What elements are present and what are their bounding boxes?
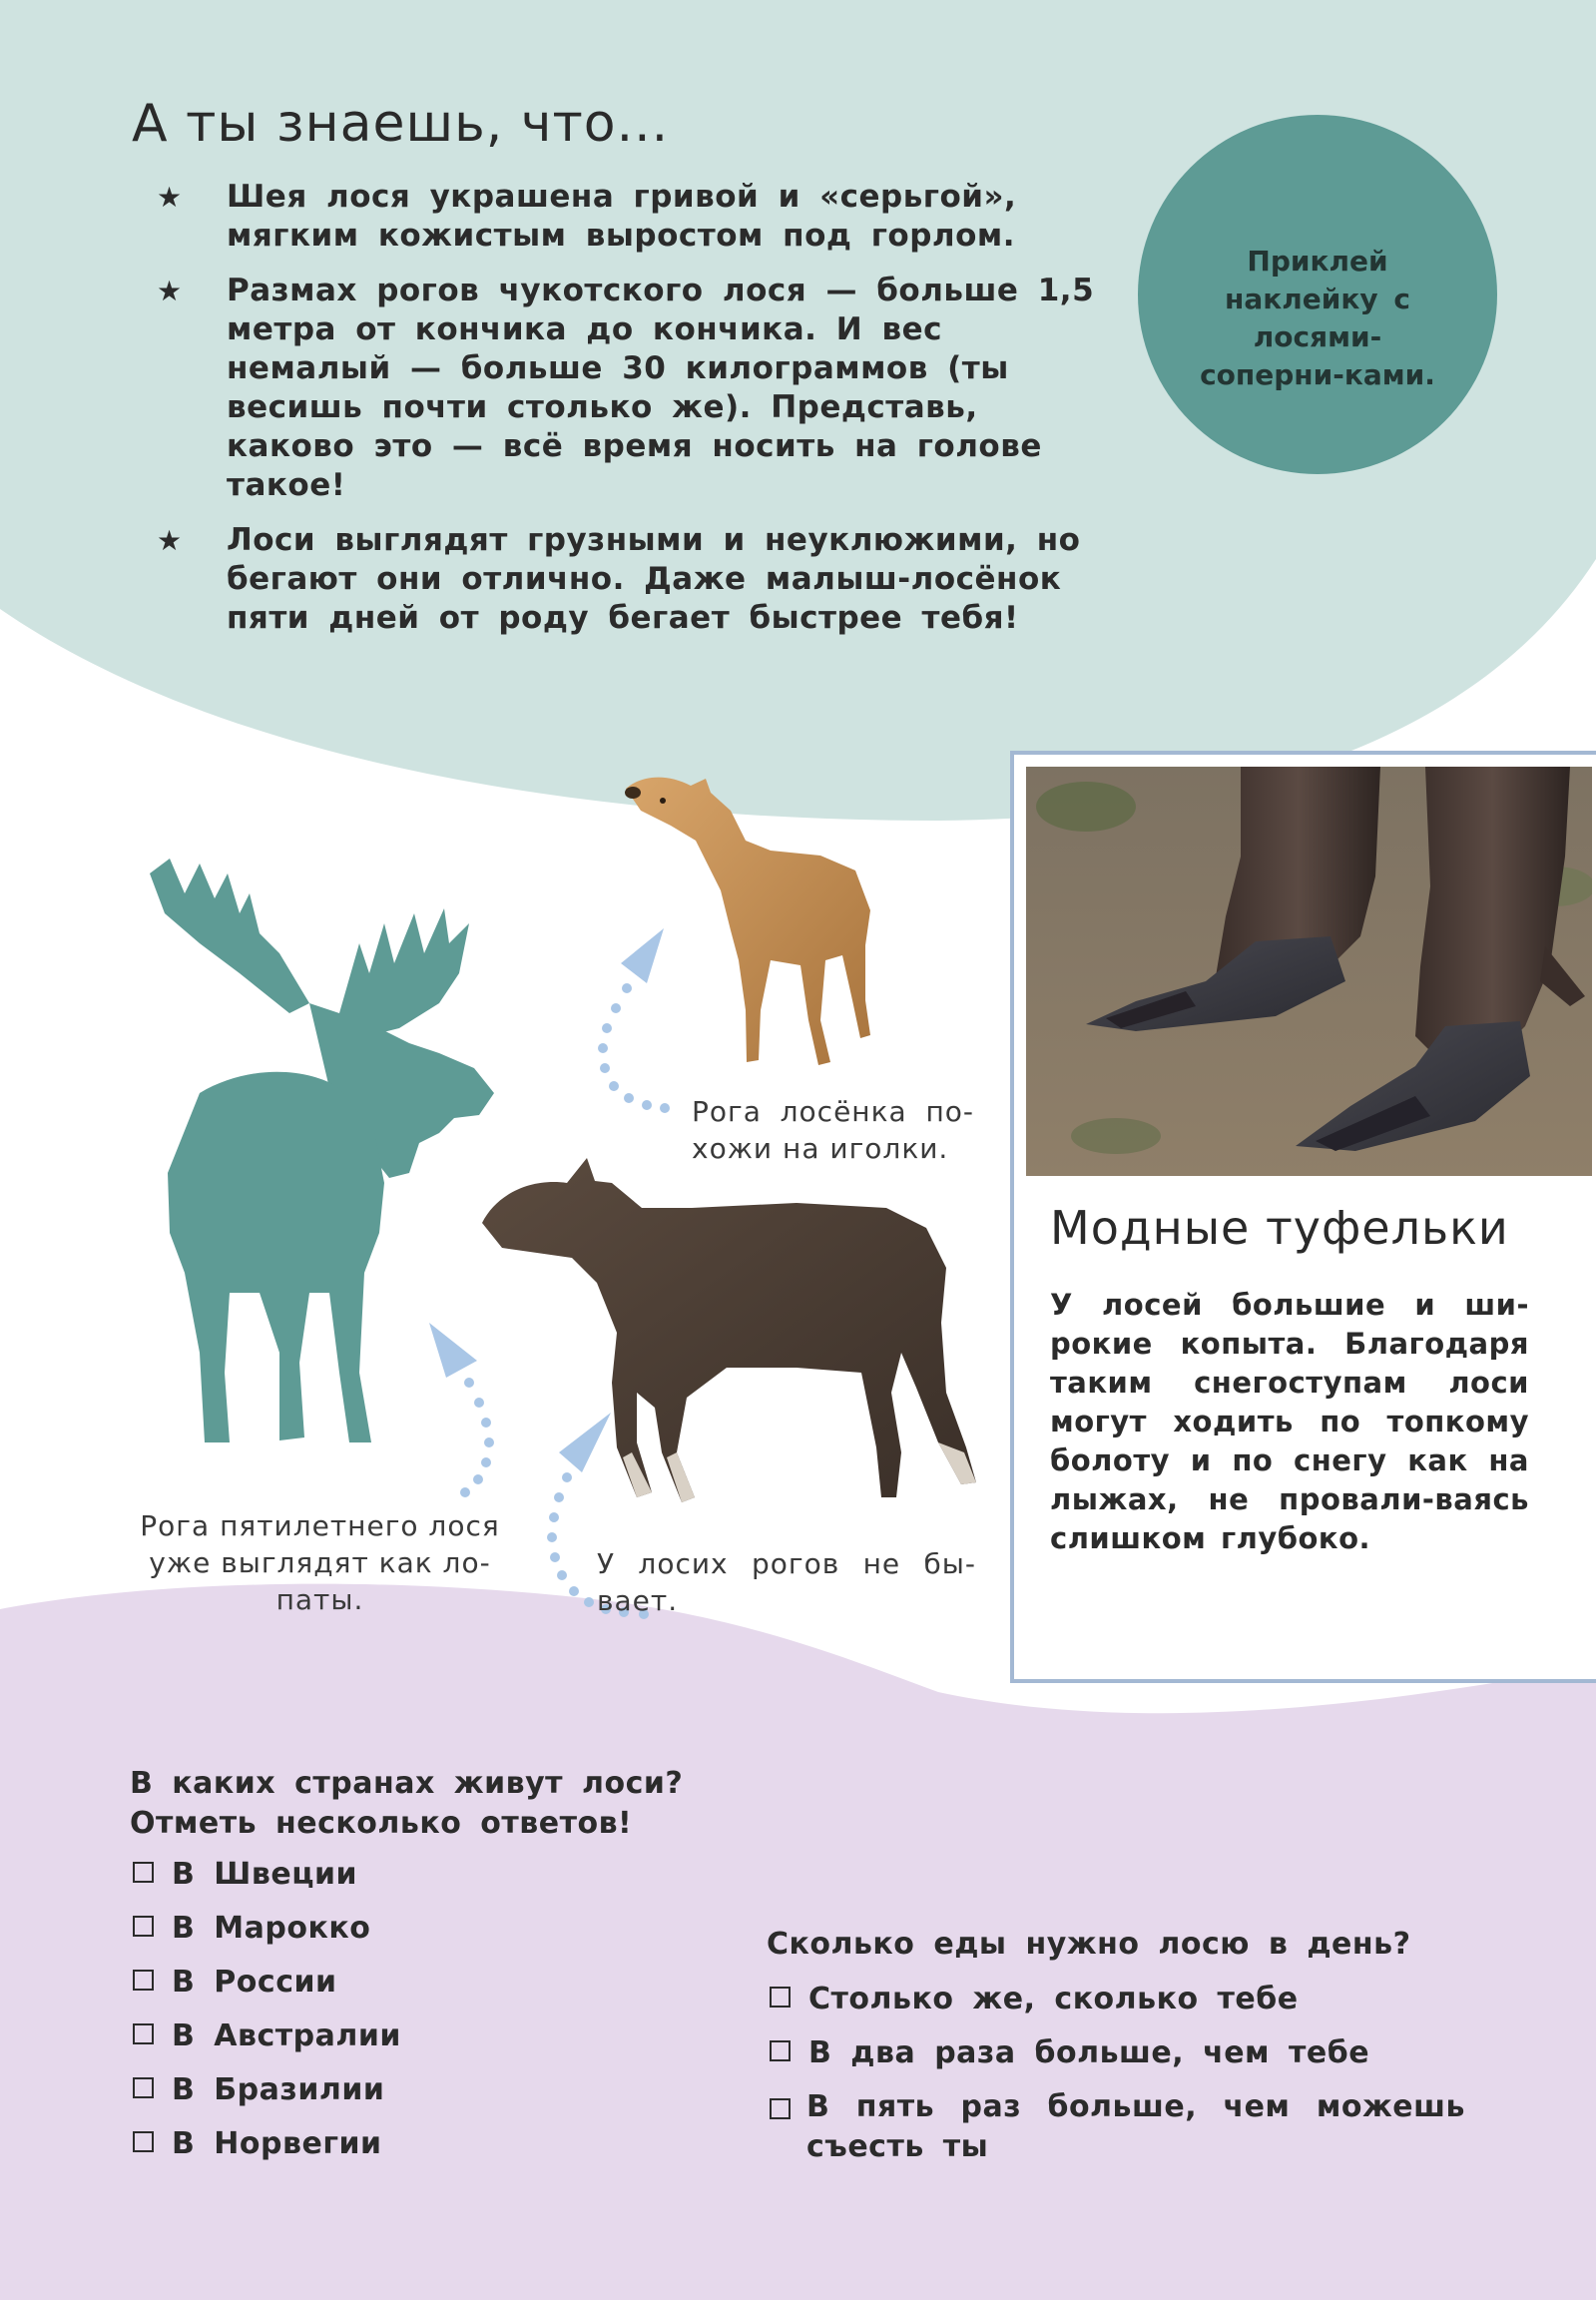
checkbox[interactable]	[770, 2098, 791, 2119]
quiz1-option-label: В России	[172, 1965, 337, 2000]
checkbox[interactable]	[133, 1970, 154, 1991]
fact-text: Шея лося украшена гривой и «серьгой», мягким кожистым выростом под горлом.	[227, 179, 1017, 254]
checkbox[interactable]	[133, 2077, 154, 2098]
quiz1-option[interactable]	[133, 2070, 401, 2110]
sticker-circle	[1138, 115, 1497, 474]
hooves-title: Модные туфельки	[1050, 1201, 1509, 1255]
female-caption: У лосих рогов не бы-вает.	[597, 1547, 976, 1617]
quiz1-option[interactable]	[133, 1963, 401, 2003]
star-icon: ★	[157, 181, 183, 214]
quiz2-option[interactable]	[770, 2033, 1468, 2073]
checkbox[interactable]	[133, 1916, 154, 1937]
quiz2-question: Сколько еды нужно лосю в день?	[767, 1927, 1411, 1962]
quiz1-option-label: В Норвегии	[172, 2126, 382, 2161]
checkbox[interactable]	[133, 2131, 154, 2152]
quiz1-option[interactable]	[133, 1855, 401, 1895]
quiz2-option[interactable]	[770, 2087, 1468, 2167]
quiz1-option-label: В Марокко	[172, 1911, 371, 1946]
quiz1-option-label: В Австралии	[172, 2018, 401, 2053]
dotted-arrows	[0, 0, 998, 1697]
fact-text: Лоси выглядят грузными и неуклюжими, но бегают они отлично. Даже малыш-лосёнок пяти дней от роду бегает быстрее тебя!	[227, 522, 1081, 636]
quiz2-option-label: В два раза больше, чем тебе	[808, 2035, 1370, 2070]
quiz2-option-label: В пять раз больше, чем можешь съесть ты	[806, 2089, 1465, 2164]
quiz2-options	[770, 1980, 1468, 2167]
adult-caption: Рога пятилетнего лося уже выглядят как ло-паты.	[140, 1509, 500, 1616]
quiz1-options	[133, 1855, 401, 2164]
quiz1-option-label: В Бразилии	[172, 2072, 385, 2107]
hooves-photo	[1026, 767, 1592, 1176]
quiz1-option[interactable]	[133, 2124, 401, 2164]
quiz1-question-line2: Отметь несколько ответов!	[130, 1806, 633, 1841]
checkbox[interactable]	[770, 1987, 791, 2008]
sticker-text: Приклей наклейку с лосями-соперни-ками.	[1200, 245, 1435, 391]
quiz1-question	[130, 1764, 683, 1844]
fact-text: Размах рогов чукотского лося — больше 1,5 метра от кончика до кончика. И вес немалый — больше 30 килограммов (ты весишь почти столько же). Представь, каково это — всё время носить на голове такое!	[227, 273, 1095, 503]
checkbox[interactable]	[133, 2023, 154, 2044]
quiz1-option-label: В Швеции	[172, 1857, 357, 1892]
did-you-know-title: А ты знаешь, что...	[132, 94, 670, 154]
checkbox[interactable]	[770, 2040, 791, 2061]
checkbox[interactable]	[133, 1862, 154, 1883]
quiz1-option[interactable]	[133, 1909, 401, 1949]
hooves-box	[1010, 751, 1596, 1683]
star-icon: ★	[157, 275, 183, 307]
hooves-text: У лосей большие и ши-рокие копыта. Благодаря таким снегоступам лоси могут ходить по топкому болоту и по снегу как на лыжах, не провали-ваясь слишком глубоко.	[1050, 1288, 1529, 1555]
star-icon: ★	[157, 524, 183, 557]
quiz1-question-line1: В каких странах живут лоси?	[130, 1766, 684, 1801]
calf-caption: Рога лосёнка по-хожи на иголки.	[692, 1095, 974, 1165]
quiz1-option[interactable]	[133, 2016, 401, 2056]
quiz2-option-label: Столько же, сколько тебе	[808, 1982, 1299, 2016]
quiz2-option[interactable]	[770, 1980, 1468, 2019]
